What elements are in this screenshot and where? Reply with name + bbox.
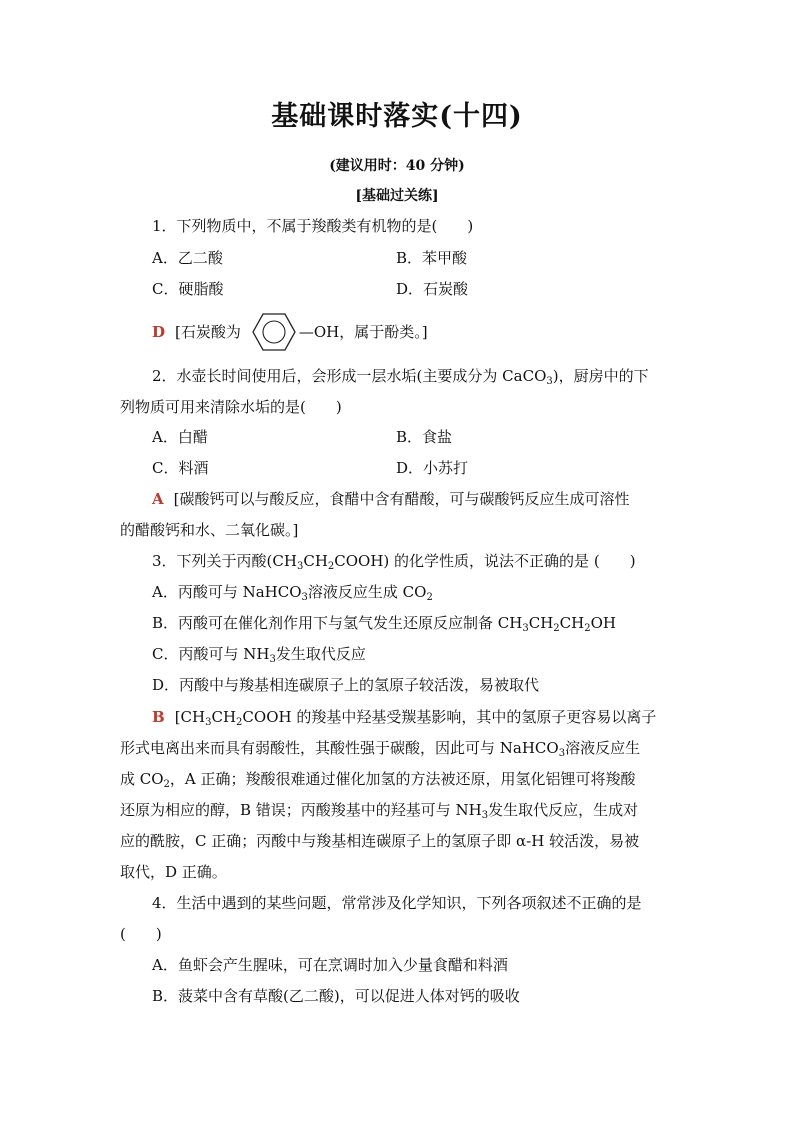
q2-option-d: D．小苏打 [396,459,469,477]
q4-paren-close: ) [155,925,162,943]
q3-e3-post: ，A 正确；羧酸很难通过催化加氢的方法被还原，用氢化铝锂可将羧酸 [169,770,636,788]
q1-option-c: C．硬脂酸 [152,280,224,298]
q2-explanation-line1 [152,489,630,509]
q4-option-b: B．菠菜中含有草酸(乙二酸)，可以促进人体对钙的吸收 [152,987,520,1005]
q3-e4-post: 发生取代反应，生成对 [488,801,639,819]
q3-c-sub: 3 [269,654,276,665]
q2-explanation-line2: 的醋酸钙和水、二氧化碳。] [120,521,299,539]
q2-line1-sub: 3 [546,376,553,387]
q2-stem-line1 [152,366,649,386]
q1-stem [152,216,473,236]
q3-e1-mid: CH [211,708,237,726]
q3-stem-pre: 3．下列关于丙酸(CH [152,552,297,570]
q3-stem-end: ) [629,552,636,570]
q3-e1-post: COOH 的羧基中羟基受羰基影响，其中的氢原子更容易以离子 [242,708,657,726]
q3-b-mid1: CH [528,614,554,632]
q3-b-pre: B．丙酸可在催化剂作用下与氢气发生还原反应制备 CH [152,614,523,632]
q4-option-a: A．鱼虾会产生腥味，可在烹调时加入少量食醋和料酒 [152,956,508,974]
q2-option-a: A．白醋 [152,428,208,446]
q3-e2-pre: 形式电离出来而具有弱酸性，其酸性强于碳酸，因此可与 NaHCO [120,739,559,757]
q2-line1-post: )，厨房中的下 [552,367,649,385]
q3-e2-sub: 3 [558,748,566,759]
q4-stem: 4．生活中遇到的某些问题，常常涉及化学知识，下列各项叙述不正确的是 [152,894,642,912]
q3-option-a [152,582,433,602]
q3-e3-pre: 成 CO [120,770,164,788]
section-label: [基础过关练] [355,188,439,204]
q3-answer: B [152,708,165,726]
time-note: (建议用时：40 分钟) [329,158,465,174]
q2-option-b: B．食盐 [396,428,453,446]
q2-option-c: C．料酒 [152,459,209,477]
q1-answer: D [152,323,166,341]
q3-option-d: D．丙酸中与羧基相连碳原子上的氢原子较活泼，易被取代 [152,676,540,694]
q3-e1-sub2: 2 [236,717,243,728]
q3-explanation-line6: 取代，D 正确。 [120,863,227,881]
q3-b-post: OH [590,614,616,632]
q3-stem-sub1: 3 [296,561,304,572]
q3-explanation-line2 [120,738,640,758]
q3-stem-post: COOH) 的化学性质，说法不正确的是 ( [334,552,600,570]
q4-paren-open: ( [120,925,126,943]
benzene-ring-icon [252,312,296,352]
q3-a-pre: A．丙酸可与 NaHCO [152,583,302,601]
q2-line2-end: ) [335,398,342,416]
q3-option-b [152,613,616,633]
q3-e3-sub: 2 [163,779,170,790]
q1-option-b: B．苯甲酸 [396,249,468,267]
q1-option-a: A．乙二酸 [152,249,223,267]
q1-stem-end: ) [467,217,474,235]
q2-line1-pre: 2．水壶长时间使用后，会形成一层水垢(主要成分为 CaCO [152,367,547,385]
q1-stem-text: 1．下列物质中，不属于羧酸类有机物的是( [152,217,438,235]
q3-e2-post: 溶液反应生 [565,739,641,757]
q3-a-sub2: 2 [426,592,433,603]
q3-e4-pre: 还原为相应的醇，B 错误；丙酸羧基中的羟基可与 NH [120,801,482,819]
q4-paren [120,924,162,944]
q3-c-pre: C．丙酸可与 NH [152,645,270,663]
q2-line2-text: 列物质可用来清除水垢的是( [120,398,306,416]
q3-e1-pre: [CH [174,708,206,726]
page-title: 基础课时落实(十四) [271,101,523,132]
q3-explanation-line1 [152,707,656,727]
q3-e1-sub1: 3 [205,717,212,728]
q3-explanation-line5: 应的酰胺，C 正确；丙酸中与羧基相连碳原子上的氢原子即 α-H 较活泼，易被 [120,832,640,850]
q3-b-mid2: CH [559,614,585,632]
q3-a-sub1: 3 [301,592,308,603]
q1-option-d: D．石炭酸 [396,280,469,298]
q3-stem-mid: CH [303,552,328,570]
q1-exp-post: ，属于酚类。] [339,323,428,341]
q2-stem-line2 [120,397,342,417]
q3-b-sub2: 2 [553,623,560,634]
q3-b-sub3: 2 [584,623,591,634]
q2-exp1: [碳酸钙可以与酸反应，食醋中含有醋酸，可与碳酸钙反应生成可溶性 [173,490,630,508]
q3-a-mid: 溶液反应生成 CO [307,583,427,601]
q2-answer: A [152,490,164,508]
q3-c-post: 发生取代反应 [275,645,366,663]
q3-option-c [152,644,366,664]
q3-e4-sub: 3 [481,810,489,821]
q1-exp-pre: [石炭酸为 [175,323,241,341]
q3-explanation-line4 [120,800,638,820]
q3-stem-sub2: 2 [327,561,335,572]
q3-b-sub1: 3 [522,623,529,634]
q3-explanation-line3 [120,769,636,789]
q1-exp-oh: —OH [298,323,340,341]
q3-stem [152,551,636,571]
